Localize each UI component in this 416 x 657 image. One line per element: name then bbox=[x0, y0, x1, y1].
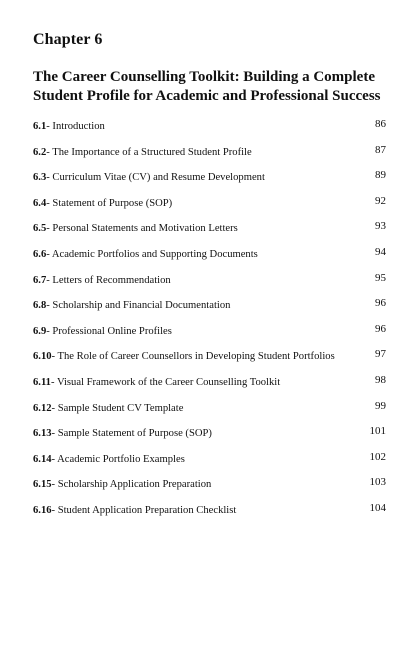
toc-entry-label: - Student Application Preparation Checklist bbox=[51, 504, 237, 516]
toc-entry-page: 93 bbox=[375, 220, 386, 233]
table-of-contents bbox=[33, 114, 386, 524]
toc-entry-label: - Scholarship Application Preparation bbox=[51, 479, 212, 491]
toc-entry-number: 6.10 bbox=[33, 351, 52, 363]
toc-entry-number: 6.8 bbox=[33, 300, 47, 312]
toc-entry-number: 6.4 bbox=[33, 197, 47, 209]
toc-entry-page: 96 bbox=[375, 322, 386, 335]
toc-entry-page: 99 bbox=[375, 399, 386, 412]
toc-entry-page: 104 bbox=[369, 501, 386, 514]
chapter-heading: Chapter 6 bbox=[33, 31, 103, 48]
toc-entry-number: 6.5 bbox=[33, 223, 47, 235]
toc-entry-page: 86 bbox=[375, 118, 386, 130]
toc-entry-label: - Visual Framework of the Career Counselling Toolkit bbox=[50, 376, 281, 388]
toc-entry bbox=[33, 370, 386, 396]
toc-entry-label: - Statement of Purpose (SOP) bbox=[46, 197, 173, 209]
toc-entry-page: 95 bbox=[375, 271, 386, 284]
toc-entry-number: 6.1 bbox=[33, 121, 47, 132]
toc-entry-number: 6.3 bbox=[33, 172, 47, 184]
toc-entry bbox=[33, 165, 386, 191]
toc-entry-number: 6.14 bbox=[33, 453, 52, 465]
toc-entry-number: 6.16 bbox=[33, 504, 52, 516]
toc-entry bbox=[33, 344, 386, 370]
toc-entry-label: - Personal Statements and Motivation Letters bbox=[46, 223, 238, 235]
toc-entry-page: 97 bbox=[375, 348, 386, 361]
toc-entry bbox=[33, 319, 386, 345]
toc-entry bbox=[33, 140, 386, 166]
toc-entry bbox=[33, 447, 386, 473]
toc-entry bbox=[33, 293, 386, 319]
toc-entry bbox=[33, 396, 386, 422]
toc-entry-label: - The Role of Career Counsellors in Developing Student Portfolios bbox=[51, 351, 335, 363]
toc-entry-number: 6.15 bbox=[33, 479, 52, 491]
toc-entry-label: - Letters of Recommendation bbox=[46, 274, 171, 286]
toc-entry-label: - Scholarship and Financial Documentation bbox=[46, 300, 231, 312]
toc-entry bbox=[33, 191, 386, 217]
toc-entry bbox=[33, 421, 386, 447]
toc-entry-number: 6.11 bbox=[33, 376, 51, 388]
toc-entry bbox=[33, 216, 386, 242]
toc-entry-page: 103 bbox=[369, 476, 386, 489]
toc-entry bbox=[33, 498, 386, 524]
toc-entry-page: 94 bbox=[375, 245, 386, 258]
toc-entry-label: - Introduction bbox=[46, 121, 105, 132]
toc-entry-label: - Academic Portfolios and Supporting Documents bbox=[46, 248, 258, 260]
toc-entry bbox=[33, 114, 386, 140]
toc-entry-label: - Sample Statement of Purpose (SOP) bbox=[51, 428, 212, 440]
toc-entry bbox=[33, 472, 386, 498]
toc-entry-label: - Sample Student CV Template bbox=[51, 402, 184, 414]
toc-entry-number: 6.7 bbox=[33, 274, 47, 286]
toc-entry-page: 98 bbox=[375, 373, 386, 386]
toc-entry bbox=[33, 242, 386, 268]
toc-entry-label: - The Importance of a Structured Student Profile bbox=[46, 146, 252, 158]
toc-entry-page: 101 bbox=[369, 425, 386, 438]
toc-entry-page: 96 bbox=[375, 297, 386, 310]
toc-entry-number: 6.13 bbox=[33, 428, 52, 440]
toc-entry-page: 92 bbox=[375, 194, 386, 207]
toc-entry-page: 102 bbox=[369, 450, 386, 463]
chapter-title: The Career Counselling Toolkit: Building a Complete Student Profile for Academic and Professional Success bbox=[33, 69, 381, 104]
toc-entry-number: 6.12 bbox=[33, 402, 52, 414]
toc-entry-label: - Academic Portfolio Examples bbox=[51, 453, 185, 465]
toc-entry-label: - Professional Online Profiles bbox=[46, 325, 172, 337]
toc-entry-number: 6.9 bbox=[33, 325, 47, 337]
toc-entry-number: 6.2 bbox=[33, 146, 47, 158]
toc-entry-page: 87 bbox=[375, 143, 386, 156]
toc-entry-page: 89 bbox=[375, 169, 386, 182]
toc-entry bbox=[33, 268, 386, 294]
toc-entry-number: 6.6 bbox=[33, 248, 47, 260]
toc-entry-label: - Curriculum Vitae (CV) and Resume Development bbox=[46, 172, 265, 184]
